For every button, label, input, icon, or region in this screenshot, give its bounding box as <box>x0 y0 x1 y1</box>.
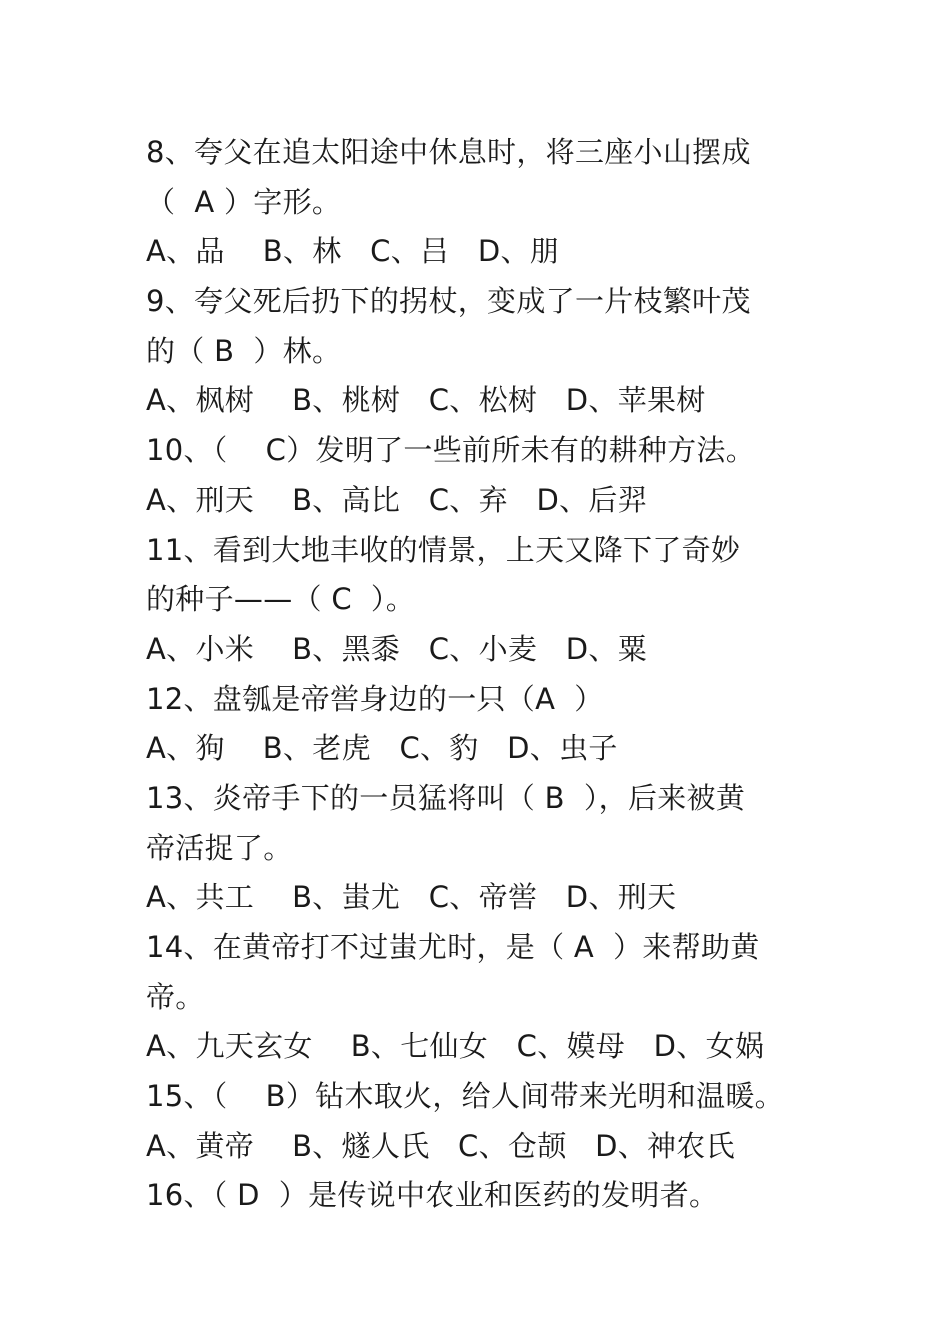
question-11-line-2: 的种子——（ C ）。 <box>146 582 416 617</box>
question-8-line-2: （ A ）字形。 <box>146 184 342 219</box>
question-9-options: A、枫树 B、桃树 C、松树 D、苹果树 <box>146 383 706 418</box>
question-8-line-1: 8、夸父在追太阳途中休息时，将三座小山摆成 <box>146 135 751 169</box>
question-12-options: A、狗 B、老虎 C、豹 D、虫子 <box>146 731 618 766</box>
question-13-line-1: 13、炎帝手下的一员猛将叫（ B ），后来被黄 <box>146 780 746 815</box>
question-15-line-1: 15、（ B）钻木取火，给人间带来光明和温暖。 <box>146 1079 784 1114</box>
question-16-line-1: 16、（ D ）是传说中农业和医药的发明者。 <box>146 1178 719 1213</box>
question-8-options: A、品 B、林 C、吕 D、朋 <box>146 234 560 269</box>
question-13-line-2: 帝活捉了。 <box>146 830 293 865</box>
question-9-line-1: 9、夸父死后扔下的拐杖，变成了一片枝繁叶茂 <box>146 284 751 319</box>
question-13-options: A、共工 B、蚩尤 C、帝喾 D、刑天 <box>146 880 677 915</box>
question-15-options: A、黄帝 B、燧人氏 C、仓颉 D、神农氏 <box>146 1128 735 1163</box>
question-9-line-2: 的（ B ）林。 <box>146 333 342 368</box>
quiz-text-block <box>146 128 836 1221</box>
question-14-line-1: 14、在黄帝打不过蚩尤时，是（ A ）来帮助黄 <box>146 930 760 964</box>
question-10-line-1: 10、（ C）发明了一些前所未有的耕种方法。 <box>146 433 756 468</box>
question-11-options: A、小米 B、黑黍 C、小麦 D、粟 <box>146 631 647 666</box>
question-14-line-2: 帝。 <box>146 979 205 1014</box>
question-12-line-1: 12、盘瓠是帝喾身边的一只（A ） <box>146 681 604 716</box>
question-10-options: A、刑天 B、高比 C、弃 D、后羿 <box>146 482 647 517</box>
question-14-options: A、九天玄女 B、七仙女 C、嫫母 D、女娲 <box>146 1029 765 1064</box>
question-11-line-1: 11、看到大地丰收的情景，上天又降下了奇妙 <box>146 532 741 567</box>
